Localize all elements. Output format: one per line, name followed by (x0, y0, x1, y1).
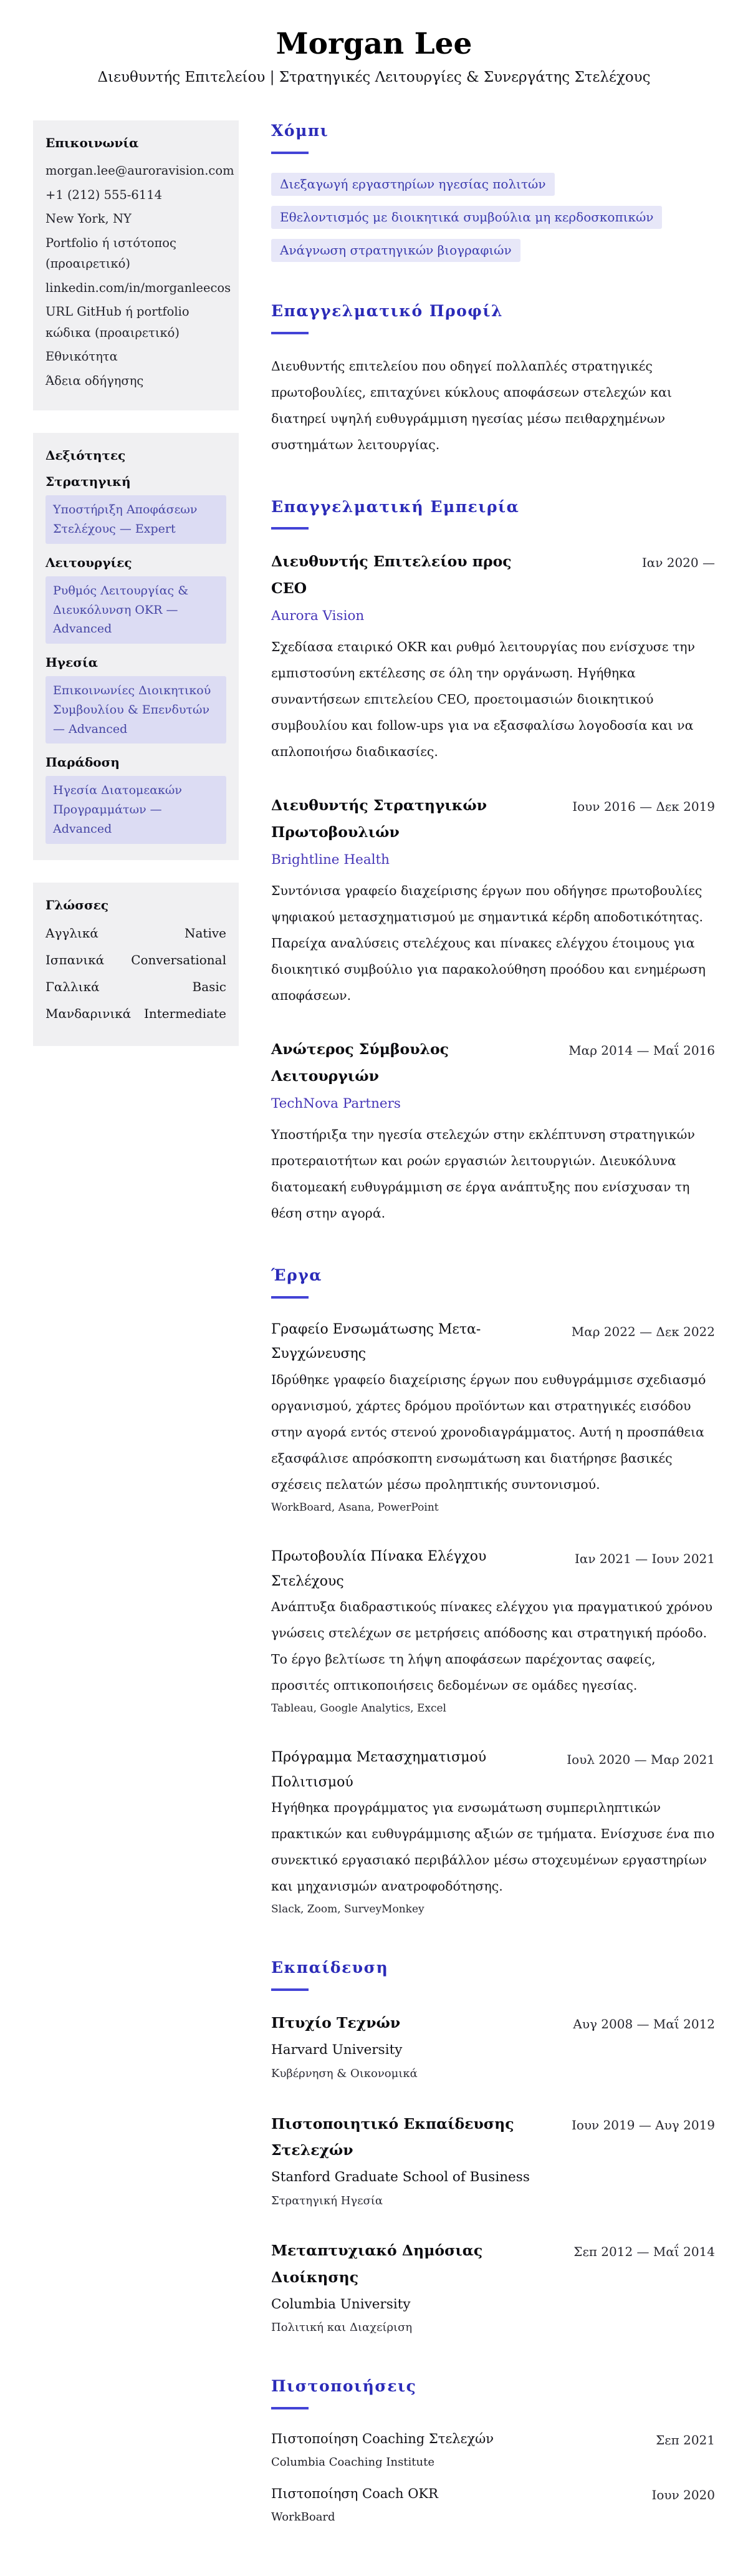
education-entry (271, 2237, 715, 2337)
section-divider (271, 332, 309, 334)
section-profile (271, 301, 715, 458)
language-row (46, 949, 226, 971)
skill-chip: Ρυθμός Λειτουργίας & Διευκόλυνση OKR — Advanced (46, 576, 226, 644)
contact-github: URL GitHub ή portfolio κώδικα (προαιρετικό) (46, 304, 189, 340)
project-dates: Μαρ 2022 — Δεκ 2022 (571, 1324, 715, 1339)
job-description: Σχεδίασα εταιρικό OKR και ρυθμό λειτουργίας που ενίσχυσε την εμπιστοσύνη εκτέλεσης σε όλη την οργάνωση. Ηγήθηκα συναντήσεων επιτελείου CEO, προετοιμασιών διοικητικού συμβουλίου και follow-ups για να εξασφαλίσω λογοδοσία και να απλοποιήσω διαδικασίες. (271, 639, 696, 760)
person-tagline: Διευθυντής Επιτελείου | Στρατηγικές Λειτουργίες & Συνεργάτης Στελέχους (97, 69, 651, 86)
project-entry-head (271, 1317, 715, 1367)
skill-group-label: Στρατηγική (46, 474, 131, 490)
education-entry-head (271, 2010, 715, 2036)
project-entry (271, 1745, 715, 1919)
project-title: Γραφείο Ενσωμάτωσης Μετα-Συγχώνευσης (271, 1321, 481, 1362)
project-description: Ιδρύθηκε γραφείο διαχείρισης έργων που ευθυγράμμισε σχεδιασμό οργανισμού, χάρτες δρόμου προϊόντων και στρατηγικές εισόδου στην αγορά εντός στενού χρονοδιαγράμματος. Αυτή η προσπάθεια εξασφάλισε απρόσκοπτη ενσωμάτωση και διατήρησε βασικές σχέσεις πελατών μέσω προληπτικής συντονισμού. (271, 1372, 706, 1493)
certification-entry-head (271, 2483, 715, 2507)
job-description: Συντόνισα γραφείο διαχείρισης έργων που οδήγησε πρωτοβουλίες ψηφιακού μετασχηματισμού με σημαντικά κέρδη αποδοτικότητας. Παρείχα αναλύσεις στελέχους και πίνακες ελέγχου έτοιμους για διοικητικό συμβούλιο για παρακολούθηση προόδου και ενημέρωση αποφάσεων. (271, 883, 706, 1004)
hobbies-heading: Χόμπι (271, 122, 329, 140)
company-link[interactable]: TechNova Partners (271, 1095, 401, 1111)
language-row (46, 976, 226, 997)
school-name: Columbia University (271, 2296, 411, 2312)
certification-name: Πιστοποίηση Coach OKR (271, 2486, 438, 2502)
skill-chip: Επικοινωνίες Διοικητικού Συμβουλίου & Επενδυτών — Advanced (46, 676, 226, 743)
main-column (271, 120, 715, 2539)
person-name: Morgan Lee (276, 27, 472, 61)
project-tools: Slack, Zoom, SurveyMonkey (271, 1903, 424, 1916)
job-description: Υποστήριξα την ηγεσία στελεχών στην εκλέπτυνση στρατηγικών προτεραιοτήτων και ροών εργασιών λειτουργιών. Διευκόλυνα διατομεακή ευθυγράμμιση σε έργα ανάπτυξης που ενίσχυσαν τη θέση στην αγορά. (271, 1127, 695, 1221)
field-of-study: Κυβέρνηση & Οικονομικά (271, 2066, 418, 2080)
profile-heading: Επαγγελματικό Προφίλ (271, 301, 504, 320)
project-description: Ανάπτυξα διαδραστικούς πίνακες ελέγχου για πραγματικού χρόνου γνώσεις στελέχων σε μετρήσεις απόδοσης και στρατηγική πρόοδο. Το έργο βελτίωσε τη λήψη αποφάσεων παρέχοντας σαφείς, προσιτές οπτικοποιήσεις δεδομένων σε ομάδες ηγεσίας. (271, 1599, 712, 1693)
certifications-heading: Πιστοποιήσεις (271, 2377, 417, 2396)
contact-email: morgan.lee@auroravision.com (46, 163, 234, 178)
company-link[interactable]: Aurora Vision (271, 608, 365, 624)
hobby-chip: Διεξαγωγή εργαστηρίων ηγεσίας πολιτών (271, 173, 555, 196)
job-entry (271, 1036, 715, 1226)
education-entry-head (271, 2237, 715, 2290)
contact-portfolio: Portfolio ή ιστότοπος (προαιρετικό) (46, 235, 176, 271)
education-dates: Αυγ 2008 — Μαΐ 2012 (573, 2017, 715, 2032)
hobby-chip: Εθελοντισμός με διοικητικά συμβούλια μη κερδοσκοπικών (271, 206, 662, 229)
section-divider (271, 527, 309, 530)
experience-heading: Επαγγελματική Εμπειρία (271, 497, 520, 516)
project-description: Ηγήθηκα προγράμματος για ενσωμάτωση συμπεριληπτικών πρακτικών και ευθυγράμμισης αξιών σε τμήματα. Ενίσχυσε ένα πιο συνεκτικό εργασιακό περιβάλλον μέσω στοχευμένων εργαστηρίων και μηχανισμών ανατροφοδότησης. (271, 1800, 715, 1894)
section-certifications (271, 2376, 715, 2527)
certification-date: Ιουν 2020 (651, 2487, 715, 2503)
section-projects (271, 1265, 715, 1919)
field-of-study: Στρατηγική Ηγεσία (271, 2194, 383, 2207)
skill-chip: Ηγεσία Διατομεακών Προγραμμάτων — Advanced (46, 776, 226, 843)
languages-heading: Γλώσσες (46, 897, 109, 913)
project-tools: Tableau, Google Analytics, Excel (271, 1702, 446, 1715)
languages-box (33, 883, 239, 1046)
section-divider (271, 152, 309, 154)
certification-date: Σεπ 2021 (656, 2432, 715, 2448)
education-dates: Ιουν 2019 — Αυγ 2019 (571, 2117, 715, 2133)
skills-heading: Δεξιότητες (46, 448, 126, 463)
project-dates: Ιουλ 2020 — Μαρ 2021 (567, 1752, 715, 1768)
section-hobbies (271, 120, 715, 262)
job-dates: Μαρ 2014 — Μαΐ 2016 (568, 1043, 715, 1058)
project-entry-head (271, 1745, 715, 1794)
skill-chip: Υποστήριξη Αποφάσεων Στελέχους — Expert (46, 495, 226, 544)
language-name: Γαλλικά (46, 979, 100, 994)
certification-entry (271, 2483, 715, 2527)
contact-heading: Επικοινωνία (46, 135, 139, 151)
job-entry-head (271, 1036, 715, 1089)
content-columns (0, 120, 748, 2576)
job-title: Διευθυντής Στρατηγικών Πρωτοβουλιών (271, 797, 487, 841)
sidebar (33, 120, 239, 1068)
section-divider (271, 2407, 309, 2409)
job-title: Διευθυντής Επιτελείου προς CEO (271, 553, 512, 597)
skill-group-label: Παράδοση (46, 755, 120, 770)
education-heading: Εκπαίδευση (271, 1959, 389, 1977)
contact-location: New York, NY (46, 211, 132, 226)
contact-phone: +1 (212) 555-6114 (46, 187, 163, 202)
language-level: Intermediate (143, 1005, 226, 1021)
education-entry (271, 2010, 715, 2083)
job-entry (271, 792, 715, 1009)
certification-entry-head (271, 2428, 715, 2452)
certification-entry (271, 2428, 715, 2472)
field-of-study: Πολιτική και Διαχείριση (271, 2321, 413, 2335)
education-entry-head (271, 2111, 715, 2164)
language-level: Native (185, 925, 226, 941)
section-experience (271, 496, 715, 1227)
language-row (46, 922, 226, 944)
project-dates: Ιαν 2021 — Ιουν 2021 (574, 1551, 715, 1567)
hobby-chip: Ανάγνωση στρατηγικών βιογραφιών (271, 239, 520, 262)
project-entry (271, 1317, 715, 1517)
projects-heading: Έργα (271, 1266, 323, 1285)
profile-text: Διευθυντής επιτελείου που οδηγεί πολλαπλές στρατηγικές πρωτοβουλίες, επιταχύνει κύκλους αποφάσεων στελεχών και διατηρεί υψηλή ευθυγράμμιση ηγεσίας μέσω πειθαρχημένων συστημάτων λειτουργίας. (271, 358, 673, 452)
education-entry (271, 2111, 715, 2210)
project-entry (271, 1544, 715, 1718)
project-title: Πρόγραμμα Μετασχηματισμού Πολιτισμού (271, 1750, 487, 1790)
project-tools: WorkBoard, Asana, PowerPoint (271, 1501, 439, 1514)
job-entry-head (271, 548, 715, 601)
contact-nationality: Εθνικότητα (46, 349, 118, 364)
contact-linkedin: linkedin.com/in/morganleecos (46, 280, 231, 295)
language-level: Conversational (131, 952, 226, 967)
job-entry (271, 548, 715, 765)
language-name: Αγγλικά (46, 925, 98, 941)
degree-title: Πτυχίο Τεχνών (271, 2014, 401, 2032)
section-divider (271, 1988, 309, 1991)
company-link[interactable]: Brightline Health (271, 851, 390, 868)
degree-title: Μεταπτυχιακό Δημόσιας Διοίκησης (271, 2242, 483, 2286)
contact-box (33, 120, 239, 410)
job-title: Ανώτερος Σύμβουλος Λειτουργιών (271, 1040, 449, 1085)
certification-org: Columbia Coaching Institute (271, 2455, 435, 2469)
skill-group-label: Λειτουργίες (46, 554, 132, 570)
education-dates: Σεπ 2012 — Μαΐ 2014 (573, 2244, 715, 2260)
language-level: Basic (192, 979, 226, 994)
contact-driving-license: Άδεια οδήγησης (46, 373, 144, 388)
job-entry-head (271, 792, 715, 845)
project-title: Πρωτοβουλία Πίνακα Ελέγχου Στελέχους (271, 1549, 487, 1589)
certification-name: Πιστοποίηση Coaching Στελεχών (271, 2431, 494, 2446)
certification-org: WorkBoard (271, 2511, 335, 2524)
job-dates: Ιαν 2020 — (641, 555, 715, 571)
language-row (46, 1003, 226, 1024)
skills-box (33, 433, 239, 859)
language-name: Ισπανικά (46, 952, 105, 967)
section-education (271, 1957, 715, 2337)
skill-group-label: Ηγεσία (46, 655, 98, 671)
section-divider (271, 1296, 309, 1299)
school-name: Harvard University (271, 2042, 403, 2058)
project-entry-head (271, 1544, 715, 1594)
degree-title: Πιστοποιητικό Εκπαίδευσης Στελεχών (271, 2114, 514, 2159)
job-dates: Ιουν 2016 — Δεκ 2019 (572, 799, 715, 815)
school-name: Stanford Graduate School of Business (271, 2169, 530, 2186)
resume-header (0, 0, 748, 85)
language-name: Μανδαρινικά (46, 1005, 132, 1021)
